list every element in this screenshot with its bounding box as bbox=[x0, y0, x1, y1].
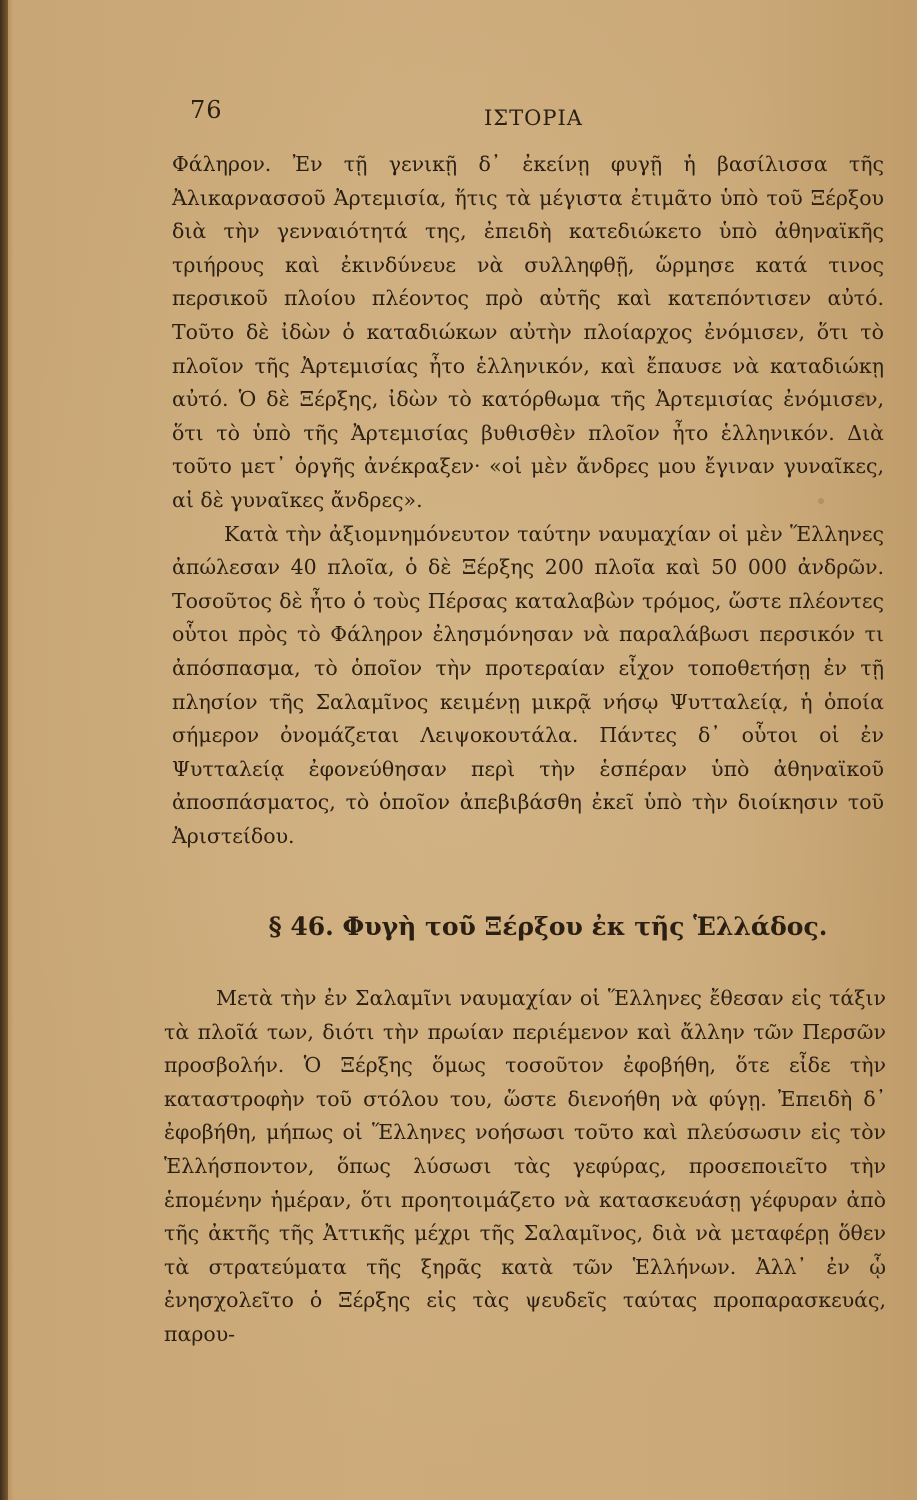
paragraph-2: Κατὰ τὴν ἀξιομνημόνευτον ταύτην ναυμαχίαν οἱ μὲν Ἕλληνες ἀπώλεσαν 40 πλοῖα, ὁ δὲ Ξέρξης 200 πλοῖα καὶ 50 000 ἀνδρῶν. Τοσοῦτος δὲ ἦτο ὁ τοὺς Πέρσας καταλαβὼν τρόμος, ὥστε πλέοντες οὗτοι πρὸς τὸ Φάληρον ἐλησμόνησαν νὰ παραλάβωσι περσικόν τι ἀπόσπασμα, τὸ ὁποῖον τὴν προτεραίαν εἶχον τοποθετήσῃ ἐν τῇ πλησίον τῆς Σαλαμῖνος κειμένῃ μικρᾷ νήσῳ Ψυτταλείᾳ, ἡ ὁποία σήμερον ὀνομάζεται Λειψοκουτάλα. Πάντες δ᾽ οὗτοι οἱ ἐν Ψυτταλείᾳ ἐφονεύθησαν περὶ τὴν ἑσπέραν ὑπὸ ἀθηναϊκοῦ ἀποσπάσματος, τὸ ὁποῖον ἀπεβιβάσθη ἐκεῖ ὑπὸ τὴν διοίκησιν τοῦ Ἀριστείδου. bbox=[172, 521, 884, 848]
paragraph-3: Μετὰ τὴν ἐν Σαλαμῖνι ναυμαχίαν οἱ Ἕλληνες ἔθεσαν εἰς τάξιν τὰ πλοῖά των, διότι τὴν πρωίαν περιέμενον καὶ ἄλλην τῶν Περσῶν προσβολήν. Ὁ Ξέρξης ὅμως τοσοῦτον ἐφοβήθη, ὅτε εἶδε τὴν καταστροφὴν τοῦ στόλου του, ὥστε διενοήθη νὰ φύγῃ. Ἐπειδὴ δ᾽ ἐφοβήθη, μήπως οἱ Ἕλληνες νοήσωσι τοῦτο καὶ πλεύσωσιν εἰς τὸν Ἑλλήσποντον, ὅπως λύσωσι τὰς γεφύρας, προσεποιεῖτο τὴν ἑπομένην ἡμέραν, ὅτι προητοιμάζετο νὰ κατασκευάσῃ γέφυραν ἀπὸ τῆς ἀκτῆς τῆς Ἀττικῆς μέχρι τῆς Σαλαμῖνος, διὰ νὰ μεταφέρῃ ὅθεν τὰ στρατεύματα τῆς ξηρᾶς κατὰ τῶν Ἑλλήνων. Ἀλλ᾽ ἐν ᾧ ἐνησχολεῖτο ὁ Ξέρξης εἰς τὰς ψευδεῖς ταύτας προπαρασκευάς, παρου- bbox=[164, 986, 886, 1346]
paragraph-1: Φάληρον. Ἐν τῇ γενικῇ δ᾽ ἐκείνῃ φυγῇ ἡ βασίλισσα τῆς Ἀλικαρνασσοῦ Ἀρτεμισία, ἥτις τὰ μέγιστα ἐτιμᾶτο ὑπὸ τοῦ Ξέρξου διὰ τὴν γενναιότητά της, ἐπειδὴ κατεδιώκετο ὑπὸ ἀθηναϊκῆς τριήρους καὶ ἐκινδύνευε νὰ συλληφθῇ, ὥρμησε κατά τινος περσικοῦ πλοίου πλέοντος πρὸ αὐτῆς καὶ κατεπόντισεν αὐτό. Τοῦτο δὲ ἰδὼν ὁ καταδιώκων αὐτὴν πλοίαρχος ἐνόμισεν, ὅτι τὸ πλοῖον τῆς Ἀρτεμισίας ἦτο ἑλληνικόν, καὶ ἔπαυσε νὰ καταδιώκῃ αὐτό. Ὁ δὲ Ξέρξης, ἰδὼν τὸ κατόρθωμα τῆς Ἀρτεμισίας ἐνόμισεν, ὅτι τὸ ὑπὸ τῆς Ἀρτεμισίας βυθισθὲν πλοῖον ἦτο ἑλληνικόν. Διὰ τοῦτο μετ᾽ ὀργῆς ἀνέκραξεν· «οἱ μὲν ἄνδρες μου ἔγιναν γυναῖκες, αἱ δὲ γυναῖκες ἄνδρες». bbox=[172, 152, 884, 512]
page-number: 76 bbox=[190, 96, 223, 124]
section-heading: § 46. Φυγὴ τοῦ Ξέρξου ἐκ τῆς Ἑλλάδος. bbox=[268, 912, 828, 941]
running-head: ΙΣΤΟΡΙΑ bbox=[484, 106, 583, 130]
page-binding-edge bbox=[0, 0, 8, 1500]
body-text bbox=[172, 148, 884, 853]
section-body-text bbox=[164, 982, 886, 1352]
